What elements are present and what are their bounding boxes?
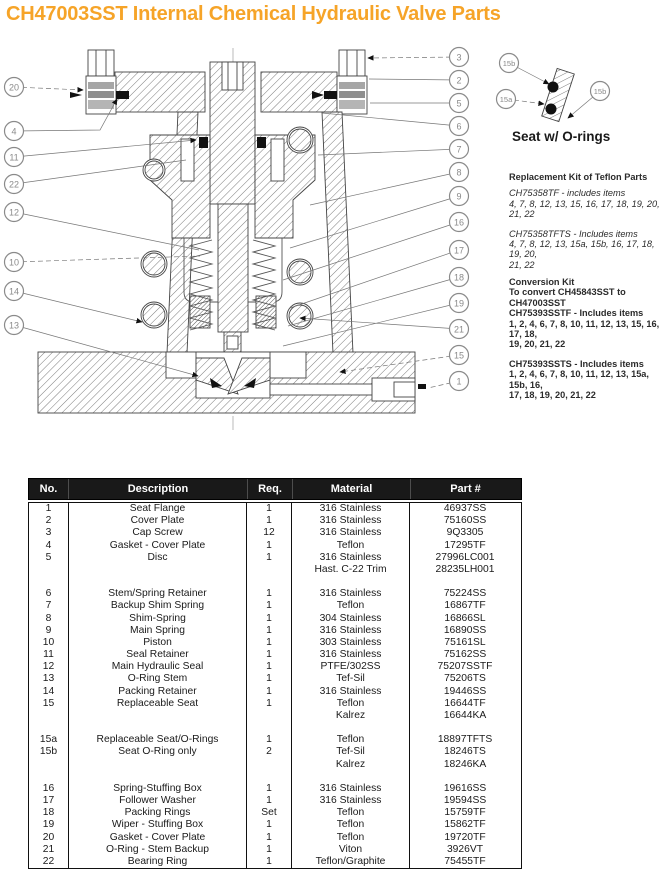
valve-drawing [38,48,574,432]
svg-text:19: 19 [453,298,465,309]
table-cell: 316 Stainless [292,783,410,795]
table-cell: 1 [247,540,292,552]
table-cell: 1 [247,795,292,807]
table-cell: 4 [29,540,69,552]
table-cell: 1 [247,661,292,673]
svg-text:11: 11 [9,152,19,163]
table-row [29,564,521,576]
table-cell: Kalrez [292,710,410,722]
table-cell: 16 [29,783,69,795]
table-row [29,600,521,612]
table-cell: Bearing Ring [69,856,247,868]
callout-5 [450,94,469,113]
table-cell: Piston [69,637,247,649]
table-cell: Disc [69,552,247,564]
packing-rings [256,296,276,328]
callout-15 [450,346,469,365]
note-paragraph [509,359,665,401]
table-cell: 16866SL [444,612,486,624]
svg-text:4: 4 [11,126,17,137]
table-cell: Replaceable Seat/O-Rings [69,734,247,746]
note-paragraph [509,229,665,271]
table-cell: Tef-Sil [292,673,410,685]
table-row [29,783,521,795]
table-cell: 16644TF [444,697,486,709]
table-cell: Packing Rings [69,807,247,819]
table-cell [29,710,69,722]
table-cell: 1 [247,515,292,527]
table-cell: 21 [29,844,69,856]
table-cell: 1 [247,613,292,625]
table-cell: 28235LH001 [435,563,495,575]
leader-line-3 [368,57,459,58]
table-cell: 1 [247,686,292,698]
table-cell [29,564,69,576]
main-hydraulic-seal [257,137,266,148]
note-line: CH75358TF - includes items [509,188,626,199]
table-cell: 316 Stainless [292,527,410,539]
column-header: No. [29,479,69,499]
callout-11 [5,148,24,167]
table-cell: Main Spring [69,625,247,637]
table-cell: Hast. C-22 Trim [292,564,410,576]
note-line: 19, 20, 21, 22 [509,339,566,350]
callout-13 [5,316,24,335]
table-cell: Teflon [292,540,410,552]
note-paragraph [509,188,665,219]
page-title: CH47003SST Internal Chemical Hydraulic Valve Parts [6,3,501,25]
note-line: CH47003SST [509,297,566,308]
callout-12 [5,203,24,222]
table-row [29,819,521,831]
note-line: 1, 2, 4, 6, 7, 8, 10, 11, 12, 13, 15, 16, 17, 18, [509,318,660,340]
column-header: Req. [248,479,293,499]
table-row [29,649,521,661]
table-cell: 19446SS [443,685,487,697]
parts-table-header [28,478,522,500]
table-cell: 8 [29,613,69,625]
table-cell: Gasket - Cover Plate [69,540,247,552]
callout-15b [500,54,519,73]
table-cell: 9Q3305 [446,527,484,539]
callout-15a [497,90,516,109]
table-cell: 75207SSTF [437,661,493,673]
table-cell: Seat Flange [69,503,247,515]
callout-16 [450,213,469,232]
table-cell: Teflon [292,807,410,819]
table-row [29,710,521,722]
table-cell: 19 [29,819,69,831]
callout-10 [5,253,24,272]
table-cell: Stem/Spring Retainer [69,588,247,600]
spacer-row [29,576,521,588]
svg-text:14: 14 [8,286,20,297]
column-header: Description [69,479,248,499]
table-cell: Teflon [292,819,410,831]
table-row [29,807,521,819]
table-cell: 16644KA [443,710,487,721]
callout-7 [450,140,469,159]
table-cell: Follower Washer [69,795,247,807]
table-cell: 1 [247,673,292,685]
table-cell: 10 [29,637,69,649]
svg-text:3: 3 [456,52,462,63]
table-cell: 316 Stainless [292,686,410,698]
table-cell: Kalrez [292,759,410,771]
callout-20 [5,78,24,97]
table-cell: Wiper - Stuffing Box [69,819,247,831]
table-cell: 18897TFTS [437,734,493,746]
table-cell: 1 [247,637,292,649]
svg-text:8: 8 [456,167,462,178]
table-row [29,673,521,685]
table-cell: Shim-Spring [69,613,247,625]
seat-flange [38,352,426,413]
callout-4 [5,122,24,141]
table-row [29,795,521,807]
table-cell: 3926VT [446,843,484,855]
table-cell: 1 [247,832,292,844]
table-cell: O-Ring - Stem Backup [69,844,247,856]
note-heading: Conversion Kit [509,277,575,287]
table-cell: 6 [29,588,69,600]
teflon-kit-note [509,172,665,279]
table-cell: Set [247,807,292,819]
note-line: CH75393SSTF - Includes items [509,308,644,319]
table-cell: Viton [292,844,410,856]
table-cell: 1 [247,625,292,637]
table-cell: 1 [247,600,292,612]
table-cell: 11 [29,649,69,661]
table-cell: PTFE/302SS [292,661,410,673]
callout-9 [450,187,469,206]
svg-text:6: 6 [456,121,462,132]
table-cell: 1 [29,503,69,515]
table-cell: 2 [247,746,292,758]
table-cell: O-Ring Stem [69,673,247,685]
gasket-cover-plate [324,91,337,99]
table-row [29,734,521,746]
svg-text:1: 1 [456,376,462,387]
table-cell: 14 [29,686,69,698]
table-cell: 15b [29,746,69,758]
table-cell: 19720TF [444,831,486,843]
svg-text:10: 10 [8,257,20,268]
callout-2 [450,71,469,90]
table-row [29,588,521,600]
table-cell: 2 [29,515,69,527]
callout-14 [5,282,24,301]
table-cell: 12 [29,661,69,673]
table-cell: 5 [29,552,69,564]
callout-22 [5,175,24,194]
mini-diagram-label: Seat w/ O-rings [512,129,611,144]
table-cell: 75160SS [443,515,487,527]
table-cell: 1 [247,649,292,661]
table-cell: 316 Stainless [292,795,410,807]
table-cell [247,710,292,722]
table-cell: 1 [247,552,292,564]
table-cell: 75161SL [444,636,486,648]
table-cell: 303 Stainless [292,637,410,649]
conversion-kit-note [509,277,665,409]
svg-text:9: 9 [456,191,462,202]
packing-rings [190,296,210,328]
table-cell: Teflon [292,734,410,746]
spacer-row [29,771,521,783]
table-cell: 3 [29,527,69,539]
callout-8 [450,163,469,182]
table-cell: 304 Stainless [292,613,410,625]
table-cell: 316 Stainless [292,515,410,527]
table-cell: 16890SS [443,624,487,636]
table-cell: 22 [29,856,69,868]
table-cell: 75162SS [443,649,487,661]
svg-text:17: 17 [453,245,465,256]
table-cell [247,564,292,576]
svg-text:15b: 15b [502,59,516,68]
seat-orings-mini-diagram [542,68,575,121]
svg-text:13: 13 [8,320,20,331]
callout-15b [591,82,610,101]
table-cell [69,564,247,576]
table-cell: 16867TF [444,600,486,612]
parts-table-body [28,502,522,869]
table-row [29,832,521,844]
seat-o-ring-lower [546,104,557,115]
table-row [29,613,521,625]
table-cell: 15862TF [444,819,486,831]
svg-text:20: 20 [8,82,20,93]
table-row [29,503,521,515]
column-header: Material [293,479,411,499]
note-line: To convert CH45843SST to [509,287,626,298]
svg-text:18: 18 [453,272,465,283]
svg-text:15a: 15a [499,95,513,104]
leader-line-20 [14,87,83,90]
table-cell: 15a [29,734,69,746]
table-cell: 316 Stainless [292,649,410,661]
table-cell: Main Hydraulic Seal [69,661,247,673]
table-cell: 1 [247,503,292,515]
table-cell: Backup Shim Spring [69,600,247,612]
table-cell: 9 [29,625,69,637]
table-cell: 13 [29,673,69,685]
table-row [29,625,521,637]
gasket-cover-plate [116,91,129,99]
svg-text:7: 7 [456,144,462,155]
table-cell: Gasket - Cover Plate [69,832,247,844]
leader-line-14 [14,291,142,322]
table-cell: 1 [247,844,292,856]
table-cell: Cap Screw [69,527,247,539]
table-cell: 17 [29,795,69,807]
table-cell: 15 [29,698,69,710]
table-cell: 1 [247,819,292,831]
table-cell: 7 [29,600,69,612]
table-row [29,552,521,564]
table-cell: 19594SS [443,794,487,806]
note-heading: Replacement Kit of Teflon Parts [509,172,648,182]
note-line: 21, 22 [509,259,535,270]
table-cell: Cover Plate [69,515,247,527]
callout-6 [450,117,469,136]
table-cell: 1 [247,783,292,795]
column-header: Part # [450,483,481,495]
table-row [29,661,521,673]
leader-line-16 [283,222,459,280]
note-line: CH75393SSTS - Includes items [509,358,644,369]
note-line: 4, 7, 8, 12, 13, 15a, 15b, 16, 17, 18, 19, 20, [509,239,655,260]
table-cell: 46937SS [443,503,487,514]
table-cell: 75455TF [444,855,486,867]
spring-stuffing-box [248,238,282,302]
table-cell: 18246KA [443,758,487,770]
table-row [29,540,521,552]
callout-17 [450,241,469,260]
table-cell: Teflon [292,698,410,710]
spacer-row [29,722,521,734]
table-row [29,698,521,710]
table-row [29,686,521,698]
note-line: 4, 7, 8, 12, 13, 15, 16, 17, 18, 19, 20, 21, 22 [509,198,660,220]
table-cell: 1 [247,698,292,710]
svg-text:5: 5 [456,98,462,109]
note-paragraph [509,287,665,349]
note-line: 17, 18, 19, 20, 21, 22 [509,390,596,401]
table-row [29,637,521,649]
table-cell: Teflon [292,600,410,612]
table-cell: 316 Stainless [292,625,410,637]
table-cell: 75206TS [444,673,486,685]
leader-line-17 [290,250,459,308]
table-cell: 27996LC001 [435,551,495,563]
table-row [29,515,521,527]
table-cell: 316 Stainless [292,503,410,515]
table-cell: 15759TF [444,807,486,819]
svg-text:12: 12 [8,207,20,218]
parts-table [28,478,522,869]
leader-line-2 [369,79,459,80]
callout-3 [450,48,469,67]
table-cell: 20 [29,832,69,844]
table-cell: 1 [247,856,292,868]
table-cell: 18246TS [444,746,486,758]
table-cell: Seat O-Ring only [69,746,247,758]
table-row [29,746,521,758]
table-row [29,856,521,868]
svg-text:2: 2 [456,75,462,86]
table-cell [69,759,247,771]
callout-18 [450,268,469,287]
table-cell: 75224SS [443,588,487,600]
table-cell: Tef-Sil [292,746,410,758]
table-cell: Seal Retainer [69,649,247,661]
table-cell: 1 [247,588,292,600]
table-row [29,527,521,539]
note-line: CH75358TFTS - Includes items [509,228,638,239]
table-cell: 1 [247,734,292,746]
table-cell: 12 [247,527,292,539]
svg-text:21: 21 [453,324,465,335]
table-row [29,844,521,856]
note-line: 1, 2, 4, 6, 7, 8, 10, 11, 12, 13, 15a, 15b, 16, [509,369,649,390]
table-cell: 17295TF [444,539,486,551]
table-cell: 316 Stainless [292,588,410,600]
table-cell: 316 Stainless [292,552,410,564]
leader-line-12 [14,212,199,250]
svg-text:22: 22 [8,179,20,190]
svg-text:15: 15 [453,350,465,361]
table-cell: Spring-Stuffing Box [69,783,247,795]
valve-stem [210,62,255,354]
leader-line-21 [300,318,459,329]
table-cell: 18 [29,807,69,819]
main-hydraulic-seal [199,137,208,148]
table-cell: Packing Retainer [69,686,247,698]
table-row [29,759,521,771]
callout-1 [450,372,469,391]
table-cell [69,710,247,722]
seat-o-ring-upper [548,82,559,93]
table-cell: Teflon/Graphite [292,856,410,868]
callout-19 [450,294,469,313]
table-cell: Replaceable Seat [69,698,247,710]
table-cell: 19616SS [443,782,487,794]
table-cell [29,759,69,771]
svg-text:16: 16 [453,217,465,228]
table-cell: Teflon [292,832,410,844]
table-cell [247,759,292,771]
svg-text:15b: 15b [593,87,607,96]
callout-21 [450,320,469,339]
